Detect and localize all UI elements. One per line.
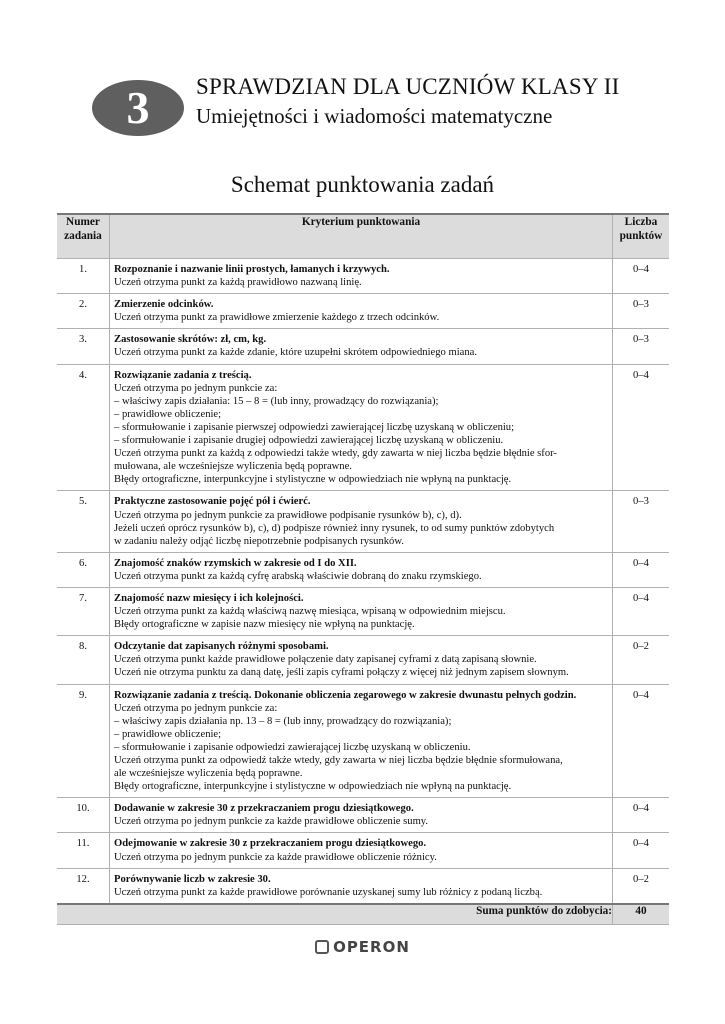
task-number: 8. [57,636,110,684]
criterion-line: – sformułowanie i zapisanie pierwszej odpowiedzi zawierającej liczbę uzyskaną w obliczeniu; [114,421,515,433]
criterion-title: Znajomość znaków rzymskich w zakresie od I do XII. [114,557,357,569]
task-number: 2. [57,294,110,329]
criterion-line: – właściwy zapis działania np. 13 – 8 = (lub inny, prowadzący do rozwiązania); [114,715,452,727]
table-row [57,294,669,329]
criterion-line: Uczeń nie otrzyma punktu za daną datę, jeśli zapis cyframi połączy z więcej niż jednym zapisem słownym. [114,667,569,679]
sum-row [57,904,669,925]
criterion-cell [110,491,613,552]
points-range: 0–2 [613,636,670,684]
criterion-cell [110,587,613,635]
points-range: 0–4 [613,684,670,798]
points-range: 0–4 [613,364,670,491]
criterion-cell [110,868,613,904]
criterion-line: Uczeń otrzyma po jednym punkcie za: [114,382,278,394]
criterion-cell [110,684,613,798]
criterion-cell [110,364,613,491]
criterion-line: Błędy ortograficzne w zapisie nazw miesięcy nie wpłyną na punktację. [114,619,415,631]
points-range: 0–4 [613,587,670,635]
points-range: 0–3 [613,491,670,552]
task-number: 1. [57,259,110,294]
criterion-line: Uczeń otrzyma punkt za odpowiedź także wtedy, gdy zawarta w niej liczba będzie błędnie sformułowana, [114,755,563,766]
task-number: 9. [57,684,110,798]
test-number-badge: 3 [92,80,184,136]
table-row [57,364,669,491]
criterion-line: Uczeń otrzyma punkt za każde prawidłowe porównanie uzyskanej sumy lub różnicy z podaną liczbą. [114,886,543,898]
criterion-cell [110,294,613,329]
criterion-line: Uczeń otrzyma punkt za każdą cyfrę arabską właściwie dobraną do znaku rzymskiego. [114,570,482,582]
criterion-line: w zadaniu należy odjąć liczbę niepotrzebnie podpisanych rysunków. [114,535,404,547]
column-header-points: Liczba punktów [613,214,670,259]
criterion-line: Uczeń otrzyma punkt za każde zdanie, które uzupełni skrótem odpowiedniego miana. [114,347,477,359]
criterion-title: Porównywanie liczb w zakresie 30. [114,873,271,885]
points-range: 0–3 [613,294,670,329]
points-range: 0–4 [613,259,670,294]
criterion-title: Praktyczne zastosowanie pojęć pół i ćwierć. [114,496,311,508]
criterion-title: Znajomość nazw miesięcy i ich kolejności. [114,592,304,604]
criterion-line: – prawidłowe obliczenie; [114,408,222,420]
table-row [57,868,669,904]
sum-value: 40 [613,904,670,925]
table-header-row [57,214,669,259]
table-row [57,798,669,833]
criterion-title: Rozwiązanie zadania z treścią. Dokonanie obliczenia zegarowego w zakresie dwunastu pełnych godzin. [114,689,577,701]
scoring-table [57,213,669,925]
criterion-line: Uczeń otrzyma punkt za każdą właściwą nazwę miesiąca, wpisaną w odpowiednim miejscu. [114,606,506,618]
criterion-line: – sformułowanie i zapisanie drugiej odpowiedzi zawierającej liczbę uzyskaną w obliczeniu. [114,435,504,447]
criterion-title: Rozpoznanie i nazwanie linii prostych, łamanych i krzywych. [114,264,390,275]
column-header-criterion: Kryterium punktowania [110,214,613,259]
criterion-cell [110,833,613,868]
points-range: 0–4 [613,833,670,868]
table-row [57,833,669,868]
test-title: SPRAWDZIAN DLA UCZNIÓW KLASY II [196,74,620,99]
criterion-cell [110,329,613,364]
criterion-line: Uczeń otrzyma punkt za każdą prawidłowo nazwaną linię. [114,277,362,289]
task-number: 3. [57,329,110,364]
task-number: 12. [57,868,110,904]
column-header-number: Numer zadania [57,214,110,259]
sum-label: Suma punktów do zdobycia: [57,904,613,925]
criterion-line: Błędy ortograficzne, interpunkcyjne i stylistyczne w odpowiedziach nie wpłyną na punktację. [114,781,512,793]
task-number: 7. [57,587,110,635]
criterion-line: ale wcześniejsze wyliczenia będą poprawne. [114,768,303,780]
table-row [57,329,669,364]
criterion-title: Rozwiązanie zadania z treścią. [114,369,252,381]
table-row [57,587,669,635]
criterion-title: Zmierzenie odcinków. [114,299,214,311]
criterion-line: Uczeń otrzyma po jednym punkcie za każde prawidłowe obliczenie sumy. [114,816,429,828]
logo-text: OPERON [333,938,410,956]
table-row [57,259,669,294]
criterion-line: Uczeń otrzyma punkt za prawidłowe zmierzenie każdego z trzech odcinków. [114,312,440,324]
test-subtitle: Umiejętności i wiadomości matematyczne [196,104,553,128]
criterion-line: – prawidłowe obliczenie; [114,728,222,740]
criterion-line: – sformułowanie i zapisanie odpowiedzi zawierającej liczbę uzyskaną w obliczeniu. [114,741,471,753]
criterion-line: Błędy ortograficzne, interpunkcyjne i stylistyczne w odpowiedziach nie wpłyną na punktację. [114,474,512,486]
task-number: 10. [57,798,110,833]
task-number: 4. [57,364,110,491]
table-body [57,259,669,904]
table-row [57,684,669,798]
task-number: 5. [57,491,110,552]
criterion-cell [110,636,613,684]
criterion-title: Dodawanie w zakresie 30 z przekraczaniem progu dziesiątkowego. [114,803,414,815]
criterion-title: Zastosowanie skrótów: zł, cm, kg. [114,334,267,346]
table-row [57,636,669,684]
points-range: 0–2 [613,868,670,904]
criterion-cell [110,259,613,294]
criterion-line: Uczeń otrzyma po jednym punkcie za prawidłowe podpisanie rysunków b), c), d). [114,509,462,521]
criterion-line: Uczeń otrzyma punkt każde prawidłowe połączenie daty zapisanej cyframi z datą zapisaną słownie. [114,654,537,666]
points-range: 0–4 [613,552,670,587]
criterion-line: Uczeń otrzyma po jednym punkcie za każde prawidłowe obliczenie różnicy. [114,851,437,863]
points-range: 0–3 [613,329,670,364]
operon-logo-icon [315,940,329,954]
page-header [92,72,692,142]
criterion-line: – właściwy zapis działania: 15 – 8 = (lub inny, prowadzący do rozwiązania); [114,395,439,407]
criterion-line: Uczeń otrzyma po jednym punkcie za: [114,702,278,714]
table-row [57,552,669,587]
publisher-logo [0,938,725,959]
points-range: 0–4 [613,798,670,833]
criterion-cell [110,552,613,587]
criterion-line: Jeżeli uczeń oprócz rysunków b), c), d) podpisze również inny rysunek, to od sumy punktów zdobytych [114,522,555,534]
section-title: Schemat punktowania zadań [230,172,495,197]
task-number: 11. [57,833,110,868]
criterion-title: Odejmowanie w zakresie 30 z przekraczaniem progu dziesiątkowego. [114,838,427,850]
table-row [57,491,669,552]
criterion-line: mułowana, ale wcześniejsze wyliczenia będą poprawne. [114,461,352,473]
criterion-cell [110,798,613,833]
task-number: 6. [57,552,110,587]
criterion-title: Odczytanie dat zapisanych różnymi sposobami. [114,641,329,653]
criterion-line: Uczeń otrzyma punkt za każdą z odpowiedzi także wtedy, gdy zawarta w niej liczba będzie błędnie sfor- [114,448,557,460]
